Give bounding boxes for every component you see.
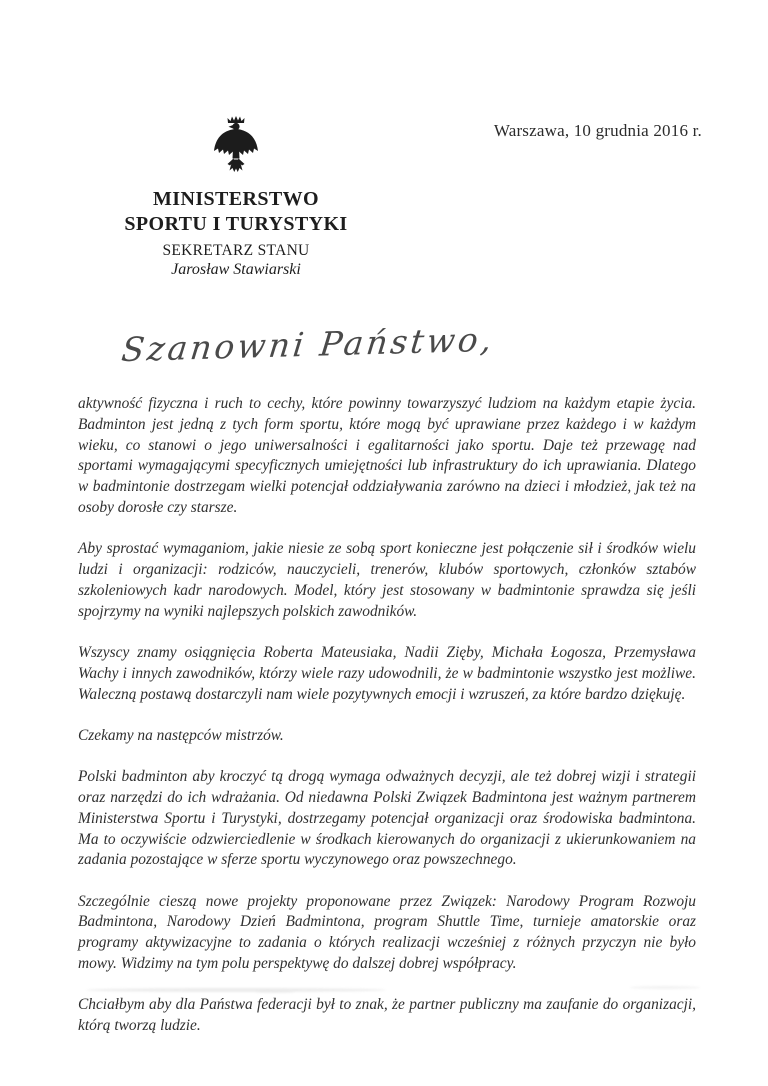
letterhead xyxy=(116,110,356,279)
scan-artifact xyxy=(255,991,295,993)
letter-paragraph: Polski badminton aby kroczyć tą drogą wymaga odważnych decyzji, ale też dobrej wizji i strategii oraz narzędzi do ich wdrażania. Od niedawna Polski Związek Badmintona jest ważnym partnerem Ministerstwa Sportu i Turystyki, dostrzegamy potencjał organizacji oraz środowiska badmintona. Ma to oczywiście odzwierciedlenie w środkach kierowanych do organizacji z ukierunkowaniem na zadania pozostające w sferze sportu wyczynowego oraz powszechnego. xyxy=(78,768,696,869)
letter-body xyxy=(78,394,696,1057)
scan-artifact xyxy=(86,988,386,992)
letter-paragraph: aktywność fizyczna i ruch to cechy, które powinny towarzyszyć ludziom na każdym etapie życia. Badminton jest jedną z tych form sportu, które mogą być uprawiane przez każdego i w każdym wieku, co stanowi o jego uniwersalności i egalitarności jako sportu. Daje też przewagę nad sportami wymagającymi specyficznych umiejętności lub infrastruktury do ich uprawiania. Dlatego w badmintonie dostrzegam wielki potencjał oddziaływania zarówno na dzieci i młodzież, jak też na osoby dorosłe czy starsze. xyxy=(78,395,696,516)
scan-artifact xyxy=(630,986,700,989)
letter-paragraph: Chciałbym aby dla Państwa federacji był to znak, że partner publiczny ma zaufanie do organizacji, którą tworzą ludzie. xyxy=(78,996,696,1035)
office-title: SEKRETARZ STANU xyxy=(162,242,310,259)
letter-paragraph: Czekamy na następców mistrzów. xyxy=(78,726,284,744)
ministry-name-line2: SPORTU I TURYSTYKI xyxy=(124,213,348,235)
letter-date: Warszawa, 10 grudnia 2016 r. xyxy=(493,121,702,140)
letter-paragraph: Wszyscy znamy osiągnięcia Roberta Mateusiaka, Nadii Zięby, Michała Łogosza, Przemysława Wachy i innych zawodników, którzy wiele razy udowodnili, że w badmintonie wszystko jest możliwe. Waleczną postawą dostarczyli nam wiele pozytywnych emocji i wzruszeń, za które bardzo dziękuję. xyxy=(78,643,696,703)
handwritten-salutation: Szanowni Państwo, xyxy=(119,319,497,370)
official-name: Jarosław Stawiarski xyxy=(171,261,301,278)
polish-eagle-coat-of-arms-icon xyxy=(211,110,261,184)
ministry-name-line1: MINISTERSTWO xyxy=(153,188,319,210)
letter-paragraph: Aby sprostać wymaganiom, jakie niesie ze sobą sport konieczne jest połączenie sił i środków wielu ludzi i organizacji: rodziców, nauczycieli, trenerów, klubów sportowych, członków sztabów szkoleniowych kadr narodowych. Model, który jest stosowany w badmintonie sprawdza się jeśli spojrzymy na wyniki najlepszych polskich zawodników. xyxy=(78,540,696,620)
letter-paragraph: Szczególnie cieszą nowe projekty proponowane przez Związek: Narodowy Program Rozwoju Badmintona, Narodowy Dzień Badmintona, program Shuttle Time, turnieje amatorskie oraz programy aktywizacyjne to zadania o których realizacji wcześniej z różnych przyczyn nie było mowy. Widzimy na tym polu perspektywę do dalszej dobrej współpracy. xyxy=(78,892,696,973)
